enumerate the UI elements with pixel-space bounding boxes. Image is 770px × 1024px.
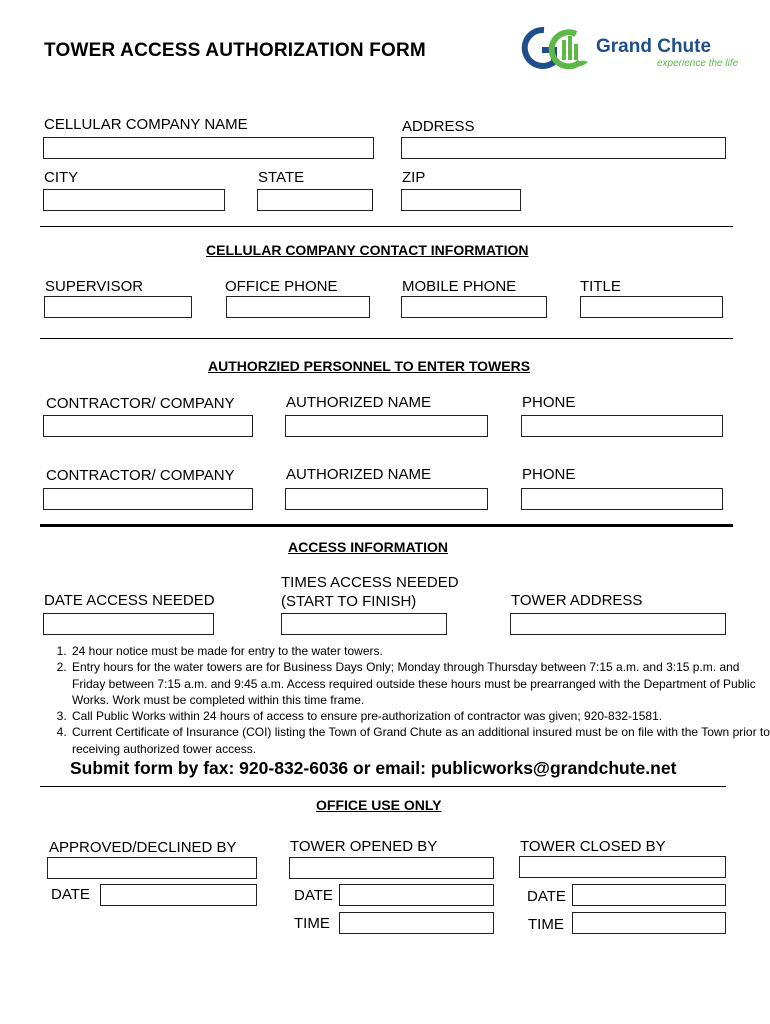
note-item: 3. Call Public Works within 24 hours of access to ensure pre-authorization of contractor was given; 920-832-1581.: [70, 708, 770, 724]
approved-field[interactable]: [47, 857, 257, 879]
date-access-field[interactable]: [43, 613, 214, 635]
personnel-heading: AUTHORZIED PERSONNEL TO ENTER TOWERS: [208, 358, 531, 374]
form-title: TOWER ACCESS AUTHORIZATION FORM: [44, 40, 426, 61]
authorized-name-field[interactable]: [285, 415, 488, 437]
time-label: TIME: [294, 915, 330, 932]
section-divider: [40, 524, 733, 527]
closed-label: TOWER CLOSED BY: [520, 838, 666, 855]
date-label: DATE: [294, 887, 333, 904]
authorized-name-label: AUTHORIZED NAME: [286, 394, 432, 411]
section-divider: [40, 786, 726, 787]
times-label: TIMES ACCESS NEEDED: [281, 574, 459, 591]
contact-heading: CELLULAR COMPANY CONTACT INFORMATION: [206, 242, 529, 258]
authorized-name-label: AUTHORIZED NAME: [286, 466, 432, 483]
opened-time-field[interactable]: [339, 912, 494, 934]
opened-date-field[interactable]: [339, 884, 494, 906]
approved-date-field[interactable]: [100, 884, 257, 906]
closed-time-field[interactable]: [572, 912, 726, 934]
supervisor-label: SUPERVISOR: [45, 278, 144, 295]
closed-date-field[interactable]: [572, 884, 726, 906]
supervisor-field[interactable]: [44, 296, 192, 318]
city-label: CITY: [44, 169, 79, 186]
zip-field[interactable]: [401, 189, 521, 211]
mobile-phone-field[interactable]: [401, 296, 547, 318]
opened-label: TOWER OPENED BY: [290, 838, 438, 855]
tower-address-field[interactable]: [510, 613, 726, 635]
office-phone-label: OFFICE PHONE: [225, 278, 338, 295]
notes-list: [26, 643, 770, 757]
time-label: TIME: [528, 916, 564, 933]
note-item: 2. Entry hours for the water towers are for Business Days Only; Monday through Thursday between 7:15 a.m. and 3:15 p.m. and Friday between 7:15 a.m. and 9:45 a.m. Access required outside these hours must be prearranged with the Department of Public Works. Work must be completed within this time frame.: [70, 659, 770, 708]
phone-field[interactable]: [521, 488, 723, 510]
city-field[interactable]: [43, 189, 225, 211]
phone-field[interactable]: [521, 415, 723, 437]
grand-chute-logo: [514, 22, 744, 76]
approved-label: APPROVED/DECLINED BY: [49, 839, 237, 856]
submit-instructions: Submit form by fax: 920-832-6036 or email: publicworks@grandchute.net: [70, 758, 677, 778]
office-heading: OFFICE USE ONLY: [316, 797, 442, 813]
company-name-field[interactable]: [43, 137, 374, 159]
note-item: 4. Current Certificate of Insurance (COI) listing the Town of Grand Chute as an additional insured must be on file with the Town prior to receiving authorized tower access.: [70, 724, 770, 757]
contractor-field[interactable]: [43, 488, 253, 510]
state-label: STATE: [258, 169, 305, 186]
date-label: DATE: [51, 886, 90, 903]
opened-field[interactable]: [289, 857, 494, 879]
times-field[interactable]: [281, 613, 447, 635]
closed-field[interactable]: [519, 856, 726, 878]
times-sub-label: (START TO FINISH): [281, 593, 417, 610]
date-label: DATE: [527, 888, 566, 905]
mobile-phone-label: MOBILE PHONE: [402, 278, 517, 295]
contact-title-label: TITLE: [580, 278, 621, 295]
zip-label: ZIP: [402, 169, 426, 186]
contractor-label: CONTRACTOR/ COMPANY: [46, 467, 235, 484]
section-divider: [40, 338, 733, 339]
date-access-label: DATE ACCESS NEEDED: [44, 592, 215, 609]
company-name-label: CELLULAR COMPANY NAME: [44, 116, 248, 133]
authorized-name-field[interactable]: [285, 488, 488, 510]
access-heading: ACCESS INFORMATION: [288, 539, 448, 555]
contact-title-field[interactable]: [580, 296, 723, 318]
contractor-label: CONTRACTOR/ COMPANY: [46, 395, 235, 412]
office-phone-field[interactable]: [226, 296, 370, 318]
phone-label: PHONE: [522, 466, 576, 483]
section-divider: [40, 226, 733, 227]
address-label: ADDRESS: [402, 118, 475, 135]
state-field[interactable]: [257, 189, 373, 211]
logo-tagline: experience the life: [657, 58, 739, 69]
tower-address-label: TOWER ADDRESS: [511, 592, 643, 609]
logo-name: Grand Chute: [596, 36, 712, 57]
contractor-field[interactable]: [43, 415, 253, 437]
note-item: 1. 24 hour notice must be made for entry to the water towers.: [70, 643, 770, 659]
phone-label: PHONE: [522, 394, 576, 411]
address-field[interactable]: [401, 137, 726, 159]
